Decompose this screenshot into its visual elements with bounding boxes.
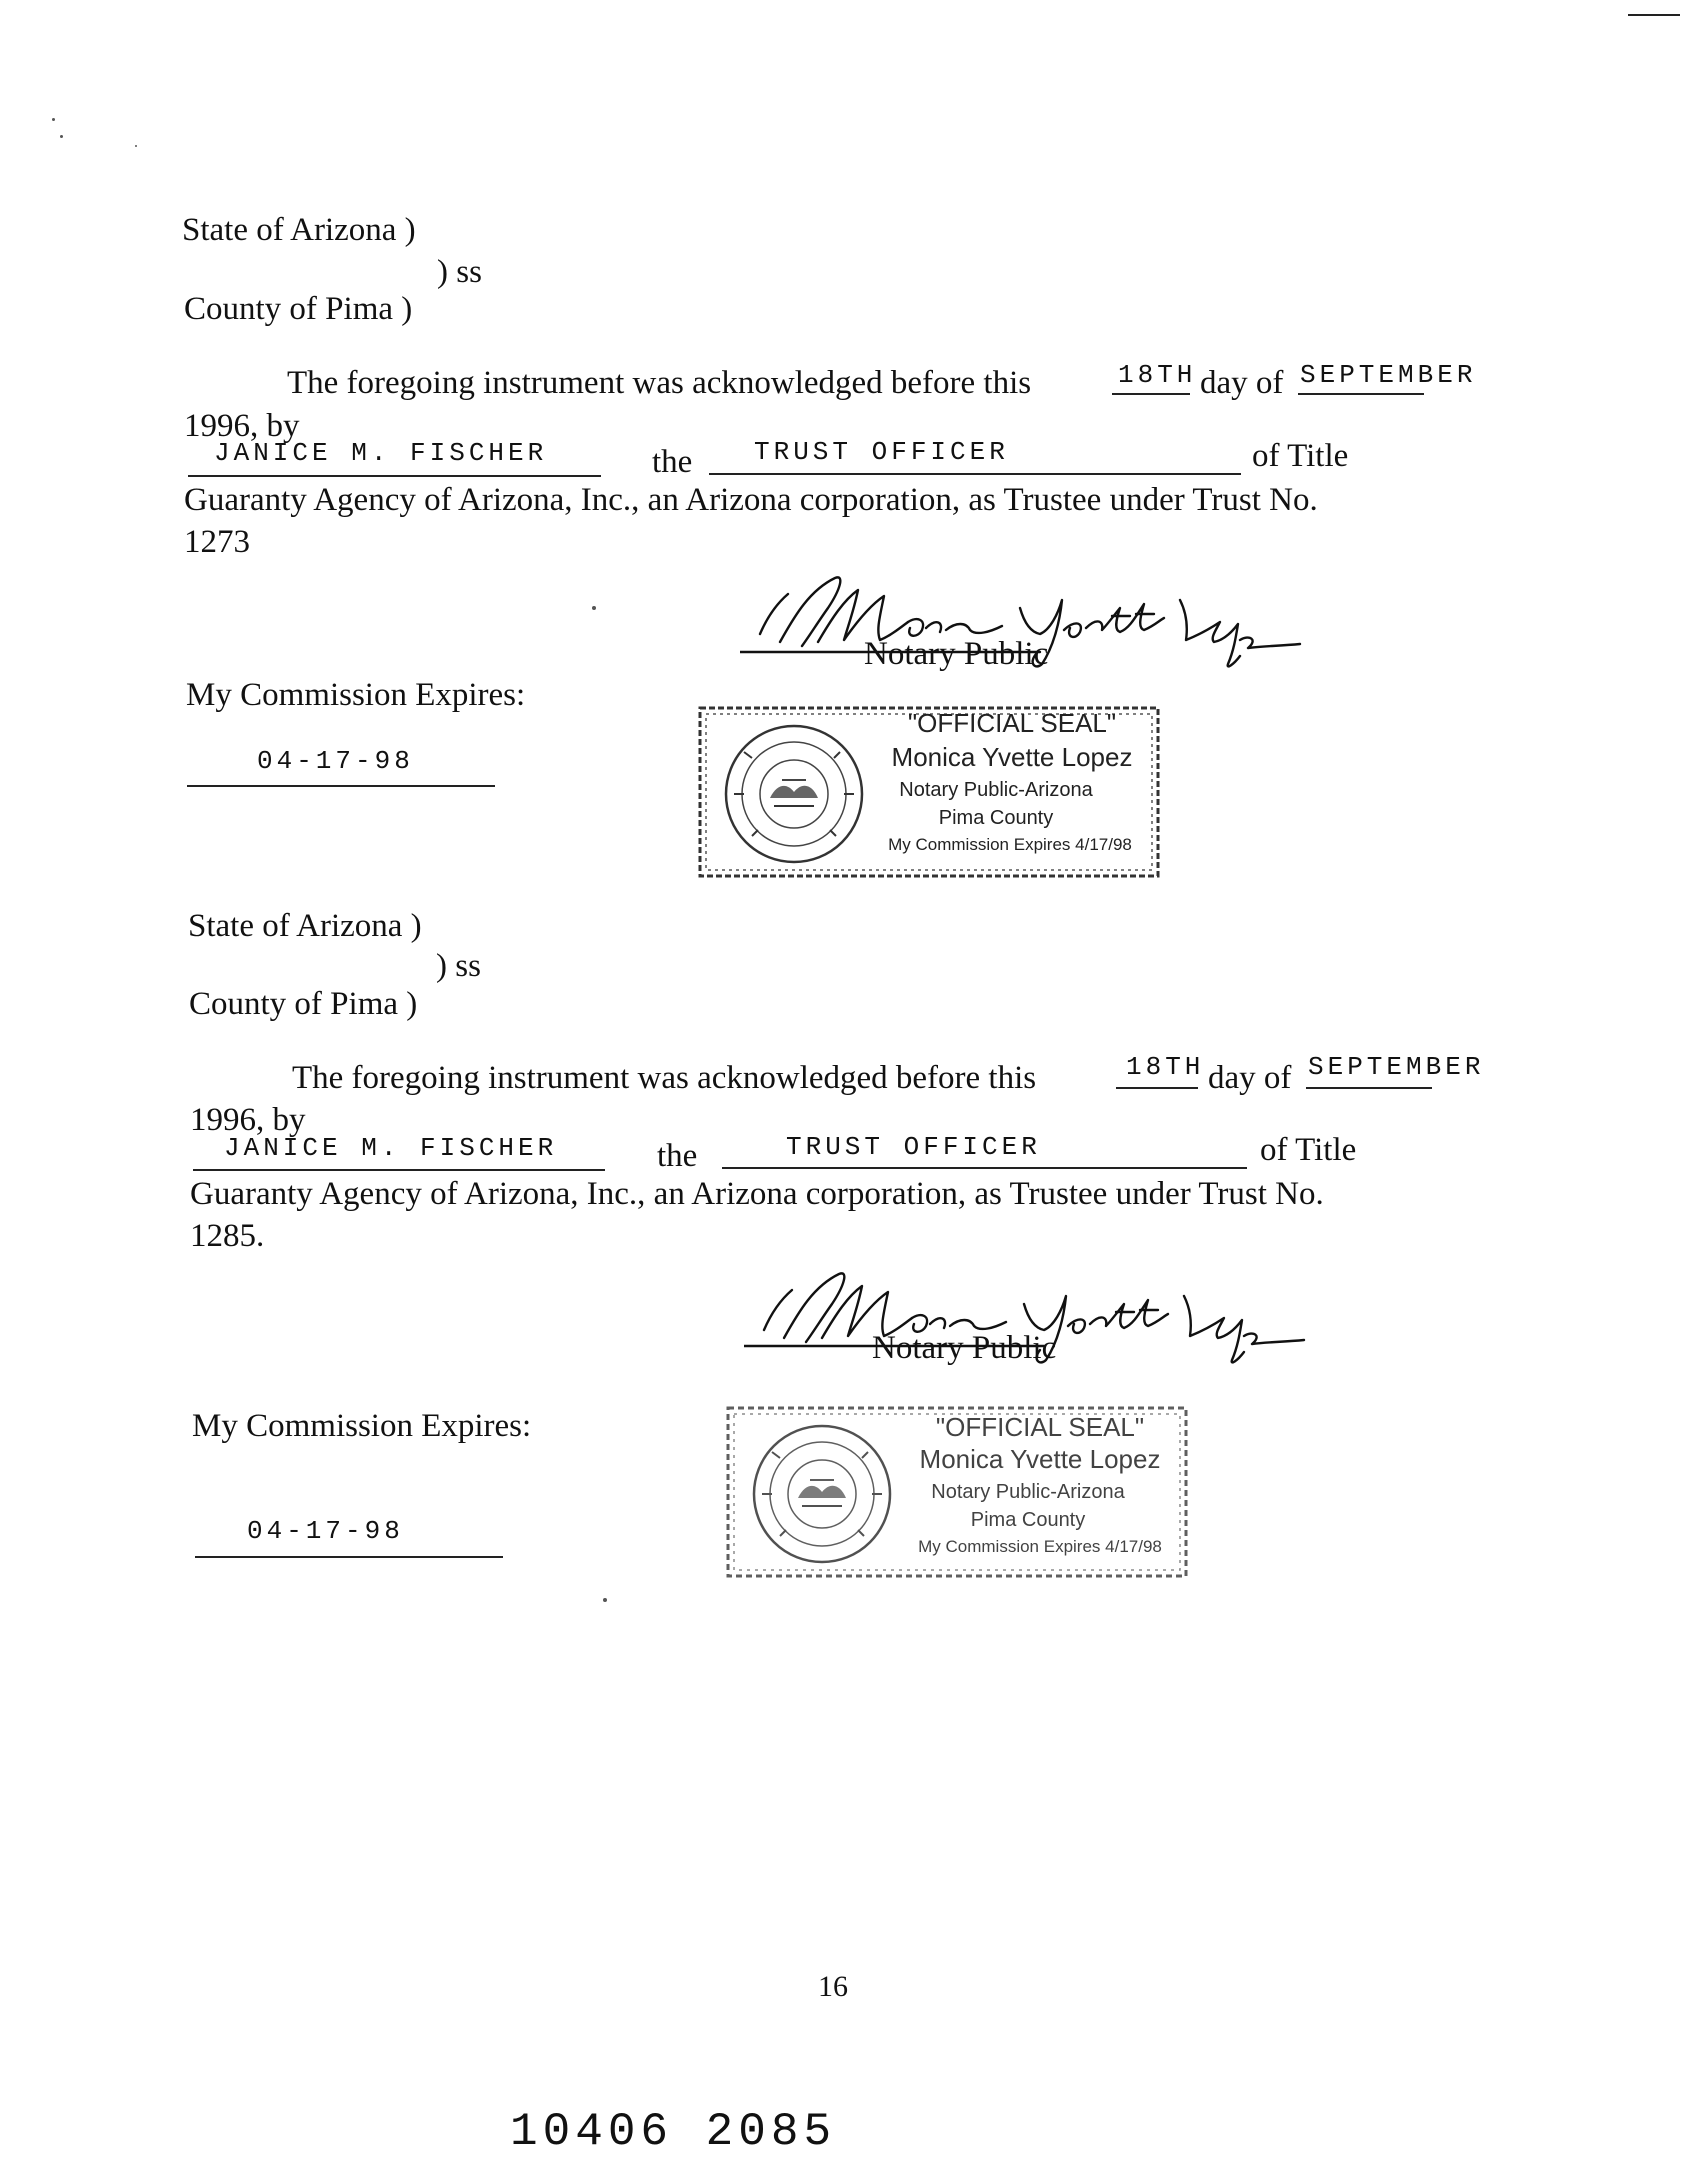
commission-label: My Commission Expires: — [186, 677, 526, 713]
ack-name-line — [188, 475, 601, 477]
venue-ss: ) ss — [437, 254, 482, 290]
ack-day-of: day of — [1208, 1060, 1292, 1096]
notary-signature — [740, 560, 1360, 670]
venue-state: State of Arizona ) — [182, 212, 416, 248]
ack-of-title: of Title — [1260, 1132, 1357, 1168]
seal-expires: My Commission Expires 4/17/98 — [918, 1537, 1162, 1556]
ack-day-of: day of — [1200, 365, 1284, 401]
scan-edge-mark — [1628, 14, 1680, 16]
scan-speck — [135, 145, 137, 147]
ack-title-value: TRUST OFFICER — [786, 1132, 1041, 1162]
commission-line — [195, 1556, 503, 1558]
ack-name-value: JANICE M. FISCHER — [224, 1133, 558, 1163]
signature-label: Notary Public — [872, 1330, 1057, 1366]
ack-trust-number: 1273 — [184, 524, 250, 560]
scan-speck — [592, 606, 596, 610]
scan-speck — [60, 135, 63, 138]
venue-county: County of Pima ) — [184, 291, 413, 327]
ack-prefix: The foregoing instrument was acknowledged before this — [292, 1060, 1037, 1096]
ack-of-title: of Title — [1252, 438, 1349, 474]
ack-day-line — [1116, 1087, 1198, 1089]
commission-line — [187, 785, 495, 787]
seal-title: "OFFICIAL SEAL" — [907, 708, 1117, 738]
commission-date: 04-17-98 — [247, 1516, 404, 1546]
ack-trust-number: 1285. — [190, 1218, 265, 1254]
ack-month-value: SEPTEMBER — [1300, 360, 1477, 390]
ack-body: Guaranty Agency of Arizona, Inc., an Arizona corporation, as Trustee under Trust No. — [190, 1176, 1324, 1212]
ack-day-line — [1112, 393, 1190, 395]
ack-month-line — [1306, 1087, 1432, 1089]
ack-the: the — [652, 444, 693, 480]
seal-name: Monica Yvette Lopez — [891, 742, 1133, 772]
ack-year-by: 1996, by — [190, 1102, 306, 1138]
ack-title-line — [709, 473, 1241, 475]
commission-date: 04-17-98 — [257, 746, 414, 776]
seal-role: Notary Public-Arizona — [931, 1481, 1125, 1503]
venue-county: County of Pima ) — [189, 986, 418, 1022]
commission-label: My Commission Expires: — [192, 1408, 532, 1444]
seal-role: Notary Public-Arizona — [899, 779, 1093, 801]
seal-name: Monica Yvette Lopez — [919, 1444, 1161, 1474]
seal-title: "OFFICIAL SEAL" — [935, 1412, 1145, 1442]
ack-month-line — [1298, 393, 1424, 395]
ack-title-line — [722, 1167, 1247, 1169]
ack-name-value: JANICE M. FISCHER — [214, 438, 548, 468]
ack-the: the — [657, 1138, 698, 1174]
ack-month-value: SEPTEMBER — [1308, 1052, 1485, 1082]
venue-state: State of Arizona ) — [188, 908, 422, 944]
seal-expires: My Commission Expires 4/17/98 — [888, 835, 1132, 854]
seal-county: Pima County — [938, 807, 1054, 829]
scan-speck — [603, 1598, 607, 1602]
ack-prefix: The foregoing instrument was acknowledged before this — [287, 365, 1032, 401]
ack-name-line — [193, 1169, 605, 1171]
official-seal — [722, 1402, 1192, 1582]
ack-body: Guaranty Agency of Arizona, Inc., an Arizona corporation, as Trustee under Trust No. — [184, 482, 1318, 518]
recording-number: 10406 2085 — [510, 2106, 837, 2158]
ack-title-value: TRUST OFFICER — [754, 437, 1009, 467]
official-seal — [694, 702, 1164, 882]
ack-day-value: 18TH — [1118, 360, 1197, 390]
ack-day-value: 18TH — [1126, 1052, 1205, 1082]
seal-county: Pima County — [970, 1509, 1086, 1531]
venue-ss: ) ss — [436, 948, 481, 984]
scan-speck — [52, 118, 55, 121]
ack-year-by: 1996, by — [184, 408, 300, 444]
signature-label: Notary Public — [864, 636, 1049, 672]
page-number: 16 — [818, 1970, 848, 2003]
